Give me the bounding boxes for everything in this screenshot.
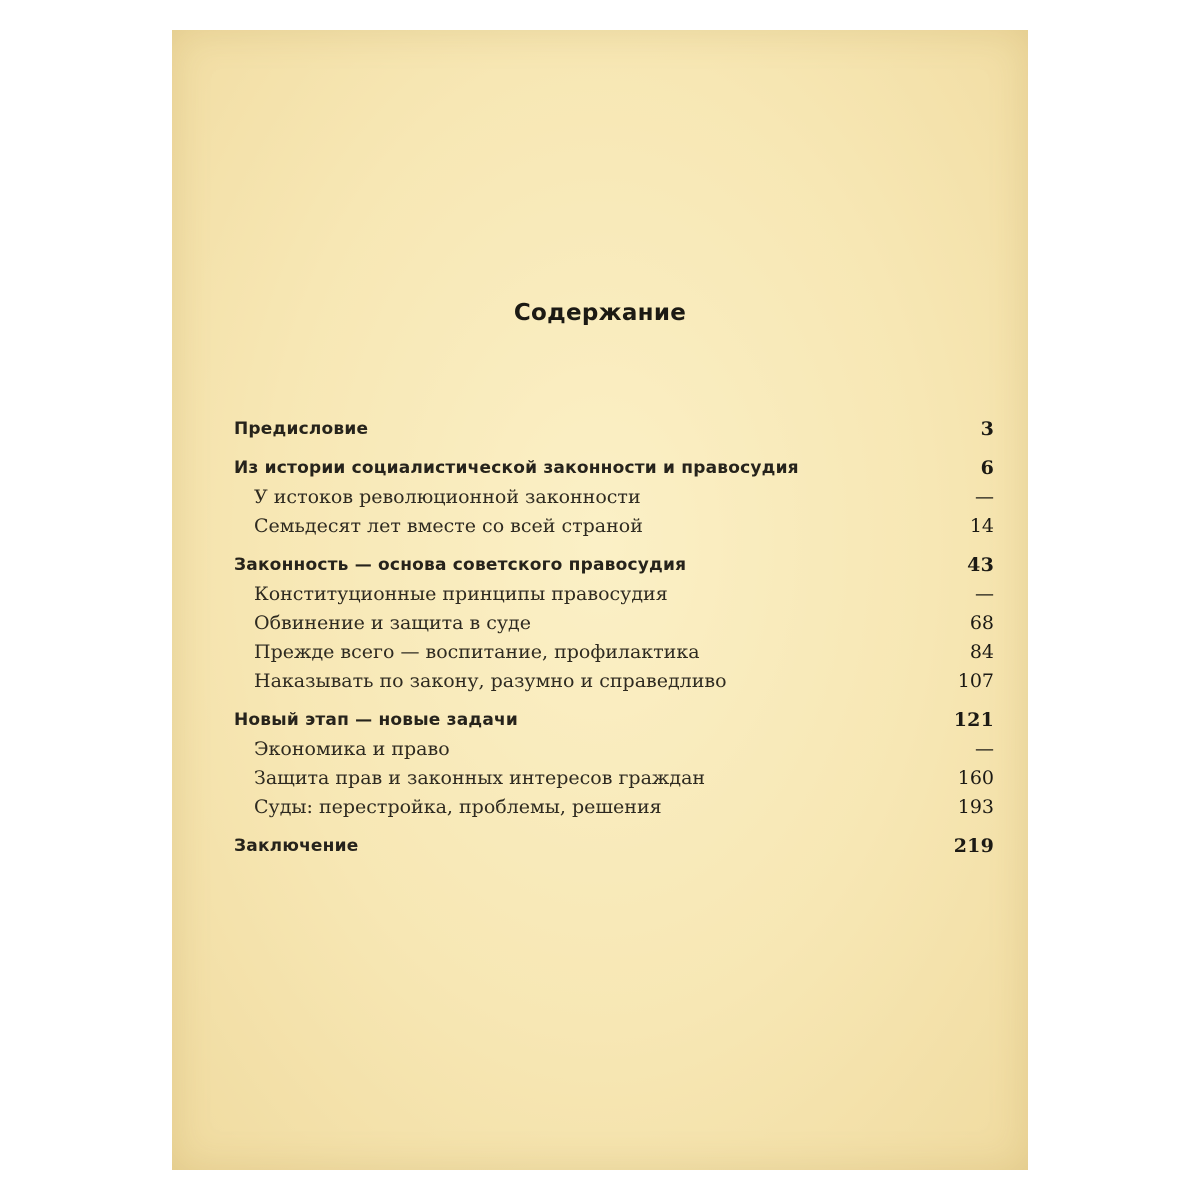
toc-entry-label: Из истории социалистической законности и правосудия (234, 458, 799, 478)
toc-section (234, 764, 994, 793)
toc-section (234, 512, 994, 541)
toc-entry-label: Защита прав и законных интересов граждан (254, 767, 706, 789)
toc-section (234, 735, 994, 764)
toc-entry-label: Новый этап — новые задачи (234, 710, 518, 730)
toc-entry-label: У истоков революционной законности (254, 486, 641, 508)
toc-page-number: 160 (957, 767, 994, 789)
toc-page-number: 3 (980, 418, 994, 440)
toc-chapter (234, 832, 994, 861)
toc-page-number: 14 (969, 515, 994, 537)
toc-page-number: — (975, 738, 994, 760)
toc-section (234, 638, 994, 667)
page-title: Содержание (513, 300, 687, 326)
toc-page-number: 193 (957, 796, 994, 818)
toc-entry-label: Обвинение и защита в суде (254, 612, 531, 634)
toc-entry-label: Заключение (234, 836, 359, 856)
toc-entry-label: Семьдесят лет вместе со всей страной (254, 515, 643, 537)
toc-section (234, 793, 994, 822)
toc-section (234, 609, 994, 638)
toc-page-number: 121 (953, 709, 994, 731)
toc-section (234, 667, 994, 696)
toc-entry-label: Суды: перестройка, проблемы, решения (254, 796, 662, 818)
toc-chapter (234, 706, 994, 735)
toc-chapter (234, 415, 994, 444)
toc-page-number: 219 (953, 835, 994, 857)
toc-page-number: 68 (969, 612, 994, 634)
toc-page-number: 43 (967, 554, 994, 576)
toc-page-number: — (975, 486, 994, 508)
book-page (172, 30, 1028, 1170)
toc-entry-label: Экономика и право (254, 738, 450, 760)
toc-entry-label: Наказывать по закону, разумно и справедливо (254, 670, 727, 692)
toc-page-number: — (975, 583, 994, 605)
toc-section (234, 483, 994, 512)
toc-page-number: 6 (980, 457, 994, 479)
toc-entry-label: Конституционные принципы правосудия (254, 583, 668, 605)
table-of-contents (234, 415, 994, 861)
toc-entry-label: Предисловие (234, 419, 369, 439)
toc-chapter (234, 551, 994, 580)
toc-entry-label: Законность — основа советского правосудия (234, 555, 687, 575)
toc-entry-label: Прежде всего — воспитание, профилактика (254, 641, 700, 663)
toc-page-number: 84 (969, 641, 994, 663)
toc-section (234, 580, 994, 609)
toc-page-number: 107 (957, 670, 994, 692)
toc-chapter (234, 454, 994, 483)
